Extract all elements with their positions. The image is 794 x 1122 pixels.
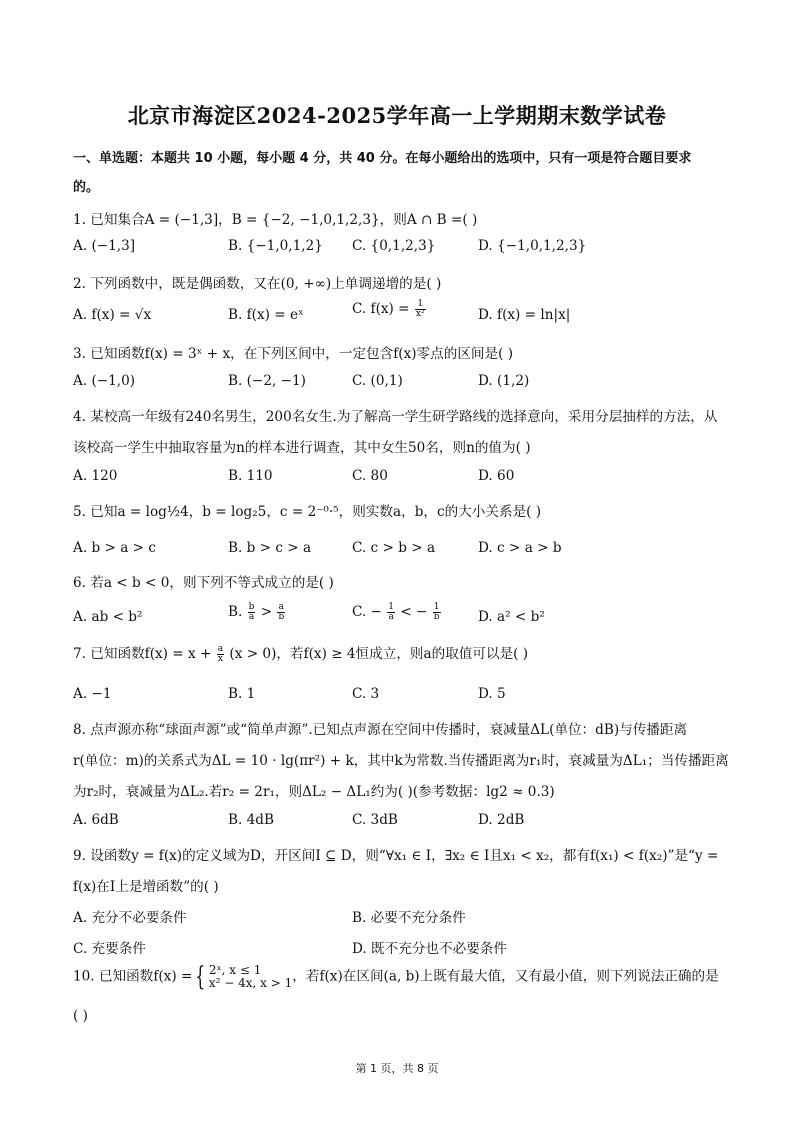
q4-option-d: D. 60 [478,468,515,484]
q6-option-a: A. ab < b² [73,609,143,625]
q4-option-c: C. 80 [352,468,388,484]
question-5-stem: 5. 已知a = log½4，b = log₂5，c = 2⁻⁰·⁵，则实数a，b，c的大小关系是( ) [73,504,542,520]
fraction-numerator: 1 [415,300,426,310]
q6-option-b-label: B. [228,604,243,620]
fraction-numerator: 1 [433,602,440,612]
q8-option-b: B. 4dB [228,812,274,828]
question-7-stem [73,642,528,664]
question-4-stem: 4. 某校高一年级有240名男生，200名女生.为了解高一学生研学路线的选择意向，采用分层抽样的方法，从 [73,409,718,425]
question-9-stem: 9. 设函数y = f(x)的定义域为D，开区间I ⊆ D，则“∀x₁ ∈ I，∃x₂ ∈ I且x₁ < x₂，都有f(x₁) < f(x₂)”是“y = [73,848,719,864]
question-2-stem: 2. 下列函数中，既是偶函数，又在(0, +∞)上单调递增的是( ) [73,276,442,292]
q5-option-c: C. c > b > a [352,540,436,556]
q1-option-c: C. {0,1,2,3} [352,238,436,254]
q7-stem-start: 7. 已知函数f(x) = x + [73,646,212,662]
q3-option-a: A. (−1,0) [73,373,136,389]
q2-option-d: D. f(x) = ln|x| [478,307,571,323]
question-4-stem-cont: 该校高一学生中抽取容量为n的样本进行调查，其中女生50名，则n的值为( ) [73,440,531,456]
q1-option-a: A. (−1,3] [73,238,136,254]
q5-option-a: A. b > a > c [73,540,156,556]
fraction [248,603,256,622]
question-8-stem-cont2: 为r₂时，衰减量为ΔL₂.若r₂ = 2r₁，则ΔL₂ − ΔL₁约为( )(参考数据：lg2 ≈ 0.3) [73,784,555,800]
q2-option-a: A. f(x) = √x [73,307,152,323]
fraction [277,603,285,622]
piecewise-cases [209,964,292,990]
q9-option-a: A. 充分不必要条件 [73,910,187,926]
q3-option-b: B. (−2, −1) [228,373,306,389]
q7-option-c: C. 3 [352,686,380,702]
fraction-denominator: a [248,612,255,622]
question-10-stem-cont: ( ) [73,1008,88,1024]
case-2: x² − 4x, x > 1 [208,976,293,990]
fraction [217,645,224,664]
q5-option-d: D. c > a > b [478,540,562,556]
q2-option-c-fraction [415,300,426,319]
fraction-numerator: a [278,602,285,612]
fraction-denominator: b [433,612,440,622]
q9-option-c: C. 充要条件 [73,941,146,957]
fraction [387,603,395,622]
q1-option-d: D. {−1,0,1,2,3} [478,238,587,254]
q6-option-d: D. a² < b² [478,609,545,625]
fraction-denominator: b [278,612,285,622]
question-6-stem: 6. 若a < b < 0，则下列不等式成立的是( ) [73,575,334,591]
fraction-denominator: x [217,654,223,664]
q6-option-c-label: C. − [352,604,382,620]
fraction-numerator: a [217,644,224,654]
q2-option-c-label: C. f(x) = [352,301,410,317]
question-8-stem: 8. 点声源亦称“球面声源”或“简单声源”.已知点声源在空间中传播时，衰减量ΔL(单位：dB)与传播距离 [73,722,688,738]
question-10-stem [73,964,719,990]
q8-option-c: C. 3dB [352,812,398,828]
q10-stem-start: 10. 已知函数f(x) = [73,968,193,985]
inequality-sign: < − [400,604,428,620]
q9-option-d: D. 既不充分也不必要条件 [352,941,507,957]
q7-stem-end: (x > 0)，若f(x) ≥ 4恒成立，则a的取值可以是( ) [229,646,529,662]
fraction [433,603,441,622]
case-1: 2ˣ, x ≤ 1 [208,963,262,977]
q5-option-b: B. b > c > a [228,540,312,556]
question-1-stem: 1. 已知集合A = (−1,3]，B = {−2, −1,0,1,2,3}，则A ∩ B =( ) [73,212,478,228]
fraction-denominator: x² [415,309,425,319]
left-brace-icon: { [195,962,206,992]
q9-option-b: B. 必要不充分条件 [352,910,466,926]
q3-option-c: C. (0,1) [352,373,403,389]
page-footer: 第 1 页，共 8 页 [355,1062,439,1075]
q8-option-d: D. 2dB [478,812,525,828]
q4-option-a: A. 120 [73,468,118,484]
fraction-denominator: a [388,612,394,622]
q10-stem-end: ，若f(x)在区间(a, b)上既有最大值，又有最小值，则下列说法正确的是 [292,968,719,985]
q4-option-b: B. 110 [228,468,273,484]
fraction-numerator: 1 [388,602,395,612]
section-heading-cont: 的。 [73,180,100,195]
q2-option-b: B. f(x) = eˣ [228,307,304,323]
q3-option-d: D. (1,2) [478,373,530,389]
q7-option-b: B. 1 [228,686,256,702]
q6-option-c [352,603,442,622]
q7-option-d: D. 5 [478,686,506,702]
q1-option-b: B. {−1,0,1,2} [228,238,323,254]
question-8-stem-cont: r(单位：m)的关系式为ΔL = 10 · lg(πr²) + k，其中k为常数.当传播距离为r₁时，衰减量为ΔL₁；当传播距离 [73,753,729,769]
section-heading: 一、单选题：本题共 10 小题，每小题 4 分，共 40 分。在每小题给出的选项中，只有一项是符合题目要求 [73,151,692,166]
q2-option-c [352,300,427,319]
question-9-stem-cont: f(x)在I上是增函数”的( ) [73,879,219,895]
question-3-stem: 3. 已知函数f(x) = 3ˣ + x，在下列区间中，一定包含f(x)零点的区间是( ) [73,346,514,362]
q6-option-b [228,603,286,622]
q7-option-a: A. −1 [73,686,112,702]
inequality-sign: > [260,604,273,620]
q8-option-a: A. 6dB [73,812,119,828]
exam-title: 北京市海淀区2024-2025学年高一上学期期末数学试卷 [127,103,667,128]
fraction-numerator: b [248,602,255,612]
